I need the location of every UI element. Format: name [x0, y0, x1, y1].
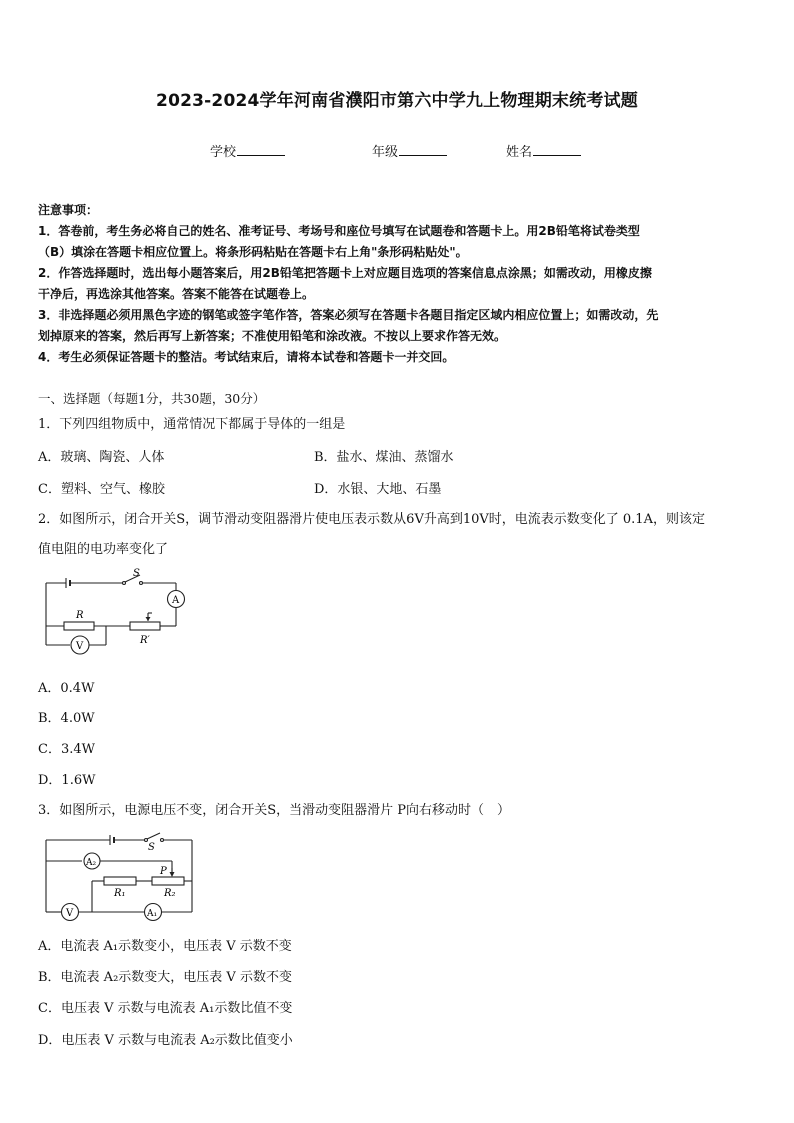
name-blank[interactable]: [533, 143, 581, 156]
school-blank[interactable]: [237, 143, 285, 156]
q2-option-d[interactable]: D．1.6W: [38, 773, 96, 788]
q1-option-b[interactable]: B．盐水、煤油、蒸馏水: [314, 450, 454, 465]
notice-line: 2．作答选择题时，选出每小题答案后，用2B铅笔把答题卡上对应题目选项的答案信息点涂黑；如需改动，用橡皮擦: [38, 266, 652, 280]
ammeter-a2-label: A₂: [86, 858, 97, 868]
notice-line: （B）填涂在答题卡相应位置上。将条形码粘贴在答题卡右上角"条形码粘贴处"。: [38, 245, 468, 259]
name-field[interactable]: [506, 141, 581, 160]
q2-option-c[interactable]: C．3.4W: [38, 742, 95, 757]
question-2-stem-cont: 值电阻的电功率变化了: [38, 542, 169, 557]
switch-label: S: [133, 568, 140, 579]
notice-heading: 注意事项：: [38, 203, 99, 217]
resistor-label: R: [76, 610, 84, 621]
notice-line: 3．非选择题必须用黑色字迹的钢笔或签字笔作答，答案必须写在答题卡各题目指定区域内相应位置上；如需改动，先: [38, 308, 659, 322]
rheostat-label: R′: [140, 635, 150, 646]
grade-field[interactable]: [372, 141, 447, 160]
school-field[interactable]: [210, 141, 285, 160]
q2-circuit-diagram: [40, 565, 210, 660]
q2-option-a[interactable]: A．0.4W: [38, 681, 95, 696]
q2-option-b[interactable]: B．4.0W: [38, 711, 95, 726]
grade-blank[interactable]: [399, 143, 447, 156]
resistor-r1-label: R₁: [114, 888, 126, 899]
q3-option-b[interactable]: B．电流表 A₂示数变大，电压表 V 示数不变: [38, 970, 292, 985]
switch-label: S: [148, 842, 155, 853]
voltmeter-label: V: [66, 908, 74, 919]
slider-p-label: P: [160, 866, 167, 877]
q1-option-d[interactable]: D．水银、大地、石墨: [314, 482, 442, 497]
q1-option-c[interactable]: C．塑料、空气、橡胶: [38, 482, 165, 497]
notice-line: 4．考生必须保证答题卡的整洁。考试结束后，请将本试卷和答题卡一并交回。: [38, 350, 455, 364]
notice-line: 1．答卷前，考生务必将自己的姓名、准考证号、考场号和座位号填写在试题卷和答题卡上。用2B铅笔将试卷类型: [38, 224, 640, 238]
page-title: 2023-2024学年河南省濮阳市第六中学九上物理期末统考试题: [156, 91, 638, 111]
question-2-stem: 2．如图所示，闭合开关S，调节滑动变阻器滑片使电压表示数从6V升高到10V时，电流表示数变化了 0.1A，则该定: [38, 512, 705, 527]
q3-option-c[interactable]: C．电压表 V 示数与电流表 A₁示数比值不变: [38, 1001, 293, 1016]
q3-circuit-diagram: [40, 828, 202, 922]
ammeter-a1-label: A₁: [147, 909, 158, 919]
q3-option-d[interactable]: D．电压表 V 示数与电流表 A₂示数比值变小: [38, 1033, 293, 1048]
name-label: 姓名: [506, 145, 533, 160]
question-1-stem: 1．下列四组物质中，通常情况下都属于导体的一组是: [38, 417, 346, 432]
q3-option-a[interactable]: A．电流表 A₁示数变小，电压表 V 示数不变: [38, 939, 292, 954]
question-3-stem: 3．如图所示，电源电压不变，闭合开关S，当滑动变阻器滑片 P向右移动时（ ）: [38, 803, 511, 818]
q1-option-a[interactable]: A．玻璃、陶瓷、人体: [38, 450, 165, 465]
notice-line: 干净后，再选涂其他答案。答案不能答在试题卷上。: [38, 287, 315, 301]
ammeter-label: A: [172, 595, 180, 606]
section-heading: 一、选择题（每题1分，共30题，30分）: [38, 391, 266, 406]
school-label: 学校: [210, 145, 237, 160]
notice-line: 划掉原来的答案，然后再写上新答案；不准使用铅笔和涂改液。不按以上要求作答无效。: [38, 329, 507, 343]
voltmeter-label: V: [76, 641, 84, 652]
grade-label: 年级: [372, 145, 399, 160]
rheostat-r2-label: R₂: [164, 888, 176, 899]
